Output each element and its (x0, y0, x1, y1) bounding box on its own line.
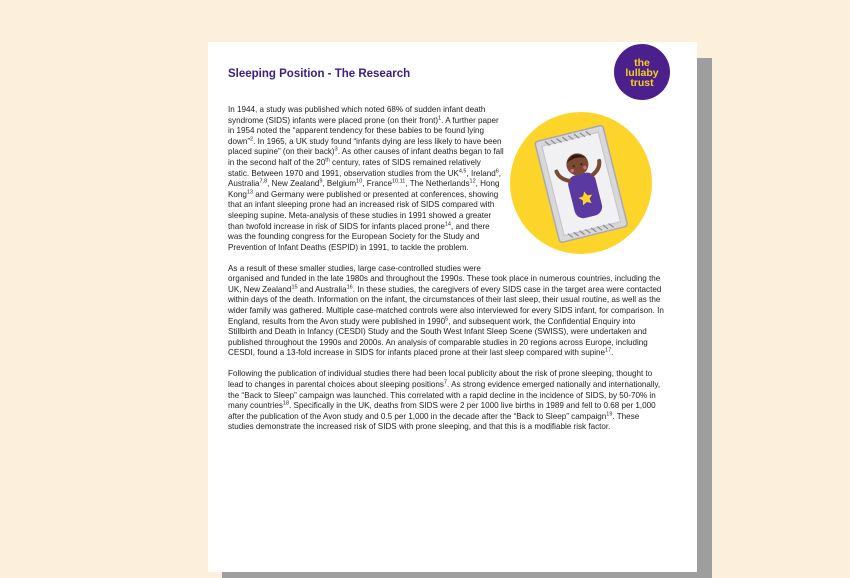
citation-superscript: 14 (444, 220, 451, 227)
logo-text (625, 58, 658, 88)
citation-superscript: 2 (250, 136, 254, 143)
text-run: . As strong evidence emerged nationally and internationally, the “Back to Sleep” campaign was launched. This correlated with a rapid decline in the incidence of SIDS, by 50-70% in many countries (228, 380, 661, 411)
text-run: , Belgium (322, 179, 357, 189)
text-run: In 1944, a study was published which noted 68% of sudden infant death syndrome (SIDS) infants were placed prone (on their front) (228, 105, 486, 125)
citation-superscript: 17 (605, 347, 612, 354)
text-run: and Australia (297, 284, 347, 294)
paragraph-3 (228, 369, 666, 433)
text-run: . These studies demonstrate the increased risk of SIDS with prone sleeping, and that this is a modifiable risk factor. (228, 411, 640, 432)
text-run: , The Netherlands (405, 179, 470, 189)
citation-superscript: 1 (438, 114, 442, 121)
citation-superscript: 10 (356, 178, 363, 185)
body-text (228, 105, 666, 443)
logo-line-lullaby: lullaby (625, 66, 659, 79)
text-run: , Ireland (466, 168, 496, 178)
text-run: Following the publication of individual studies there had been local publicity about the risk of prone sleeping, thought to lead to changes in parental choices about sleeping positions (228, 369, 653, 390)
citation-superscript: 13 (246, 189, 254, 196)
text-run: . As other causes of infant deaths began to fall in the second half of the 20 (228, 147, 504, 167)
document-page (208, 42, 697, 572)
text-run: , France (362, 179, 392, 189)
text-run: . In these studies, the caregivers of every SIDS case in the target area were contacted within days of the death. Information on the infant, the circumstances of their last sleep, their usual routine, as well as the wider family was gathered. Multiple case-matched controls were also interviewed for every SIDS infant, for comparison. In England, results from the Avon study were published in 1990 (228, 284, 664, 326)
text-run: , Hong Kong (228, 179, 500, 199)
text-run: As a result of these smaller studies, large case-controlled studies were organised and funded in the late 1980s and throughout the 1990s. These took place in numerous countries, including the UK, New Zealand (228, 263, 661, 294)
citation-superscript: 16 (346, 284, 353, 291)
text-run: , and there was the founding congress for the European Society for the Study and Prevention of Infant Deaths (ESPID) in 1991, to tackle the problem. (228, 221, 490, 252)
citation-superscript: 19 (606, 411, 613, 418)
text-run: , Australia (228, 168, 502, 189)
citation-superscript: 7,8 (259, 178, 268, 185)
citation-superscript: 9 (319, 178, 323, 185)
citation-superscript: 15 (291, 284, 298, 291)
citation-superscript: 7 (443, 379, 448, 386)
citation-superscript: 5 (445, 315, 449, 322)
text-run: , and subsequent work, the Confidential Enquiry into Stillbirth and Death in Infancy (CESDI) Study and the South West Infant Sleep Scene (SWISS), were undertaken and published throughout the 1990s and 2000s. An analysis of comparable studies in 20 regions across Europe, including CESDI, found a 13-fold increase in SIDS for infants placed prone at their last sleep compared with supine (228, 316, 648, 358)
lullaby-trust-logo (614, 44, 670, 100)
citation-superscript: th (325, 157, 330, 164)
illustration-spacer (504, 105, 666, 269)
citation-superscript: 6 (495, 167, 499, 174)
text-run: . Specifically in the UK, deaths from SIDS were 2 per 1000 live births in 1989 and fell to 0.68 per 1,000 after the publication of the Avon study and 0.5 per 1,000 in the decade after the “Back to Sleep” campaign (228, 401, 656, 421)
text-run: century, rates of SIDS remained relatively static. Between 1970 and 1991, observation studies from the UK (228, 157, 481, 178)
text-run: , New Zealand (267, 179, 320, 189)
citation-superscript: 18 (282, 400, 290, 407)
citation-superscript: 4,5 (458, 167, 467, 174)
page-title: Sleeping Position - The Research (228, 68, 411, 80)
text-run: . (611, 348, 614, 358)
text-run: . In 1965, a UK study found “infants dying are less likely to have been placed supine” (on their back) (228, 136, 502, 157)
logo-line-the: the (634, 56, 650, 69)
logo-line-trust: trust (630, 76, 654, 89)
citation-superscript: 12 (469, 178, 476, 185)
text-run: . A further paper in 1954 noted the “apparent tendency for these babies to be found lying down” (228, 115, 499, 146)
text-run: and Germany were published or presented at conferences, showing that an infant sleeping prone had an increased risk of SIDS compared with sleeping supine. Meta-analysis of these studies in 1991 showed a greater than twofold increase in risk of SIDS for infants placed prone (228, 189, 499, 231)
citation-superscript: 3 (334, 146, 338, 153)
citation-superscript: 10,11 (391, 178, 406, 185)
paragraph-2 (228, 264, 666, 359)
